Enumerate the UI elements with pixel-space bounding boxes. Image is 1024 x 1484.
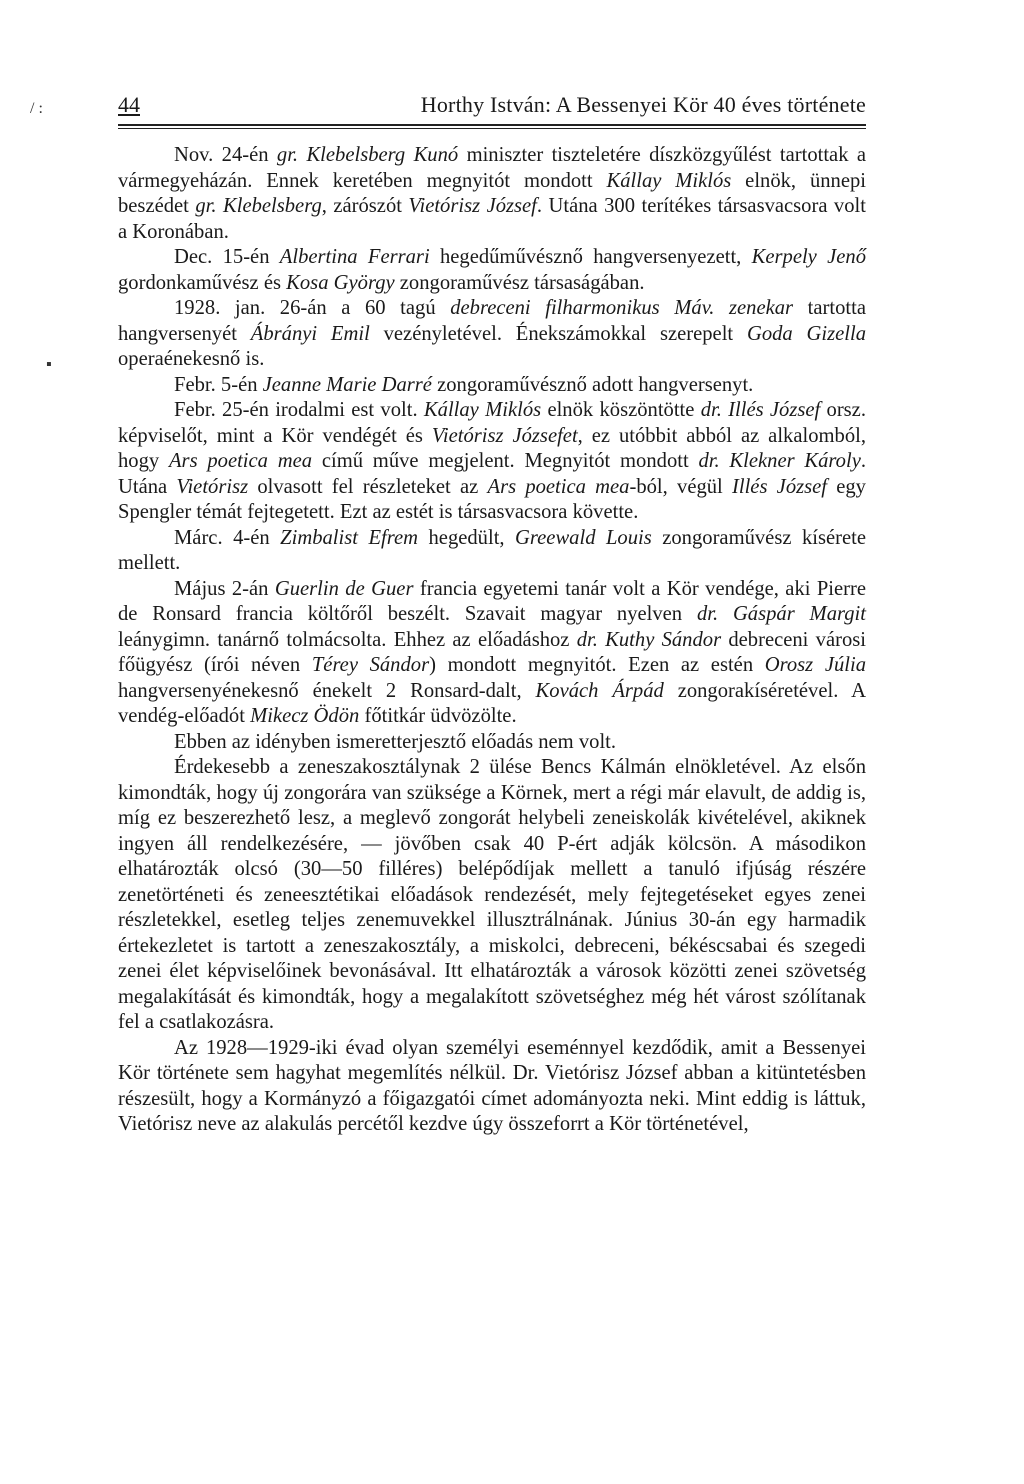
text-run: zongoraművész kísérete mellett. xyxy=(118,526,866,574)
italic-run: Kállay Miklós xyxy=(606,169,732,192)
text-run: , zárószót xyxy=(321,195,409,217)
text-run: Dec. 15-én xyxy=(174,246,280,268)
text-run: hegedűművésznő hangversenyezett, xyxy=(429,246,752,268)
text-run: olvasott fel részleteket az xyxy=(248,475,488,498)
text-run: hangversenyénekesnő énekelt 2 Ronsard-dalt, xyxy=(118,679,536,702)
italic-run: Illés József xyxy=(732,475,828,498)
italic-run: Jeanne Marie Darré xyxy=(262,373,432,396)
italic-run: Ars poetica mea xyxy=(168,450,313,472)
italic-run: gr. Klebelsberg Kunó xyxy=(276,144,459,166)
italic-run: Albertina Ferrari xyxy=(279,246,430,268)
italic-run: Kerpely Jenő xyxy=(751,246,866,268)
italic-run: Greewald Louis xyxy=(515,526,652,549)
text-run: Érdekesebb a zeneszakosztálynak 2 ülése Bencs Kálmán elnökletével. Az elsőn kimondták, hogy új zongorára van szüksége a Körnek, mert a régi már elavult, de addig is, míg ez beszerezhető lesz, a meglevő zongorát helybeli zeneiskolák kivételével, akiknek ingyen áll rendelkezésére, — jövőben csak 40 P-ért adják kölcsön. A másodikon elhatározták olcsó (30—50 filléres) belépődíjak mellett a tanuló ifjúság részére zenetörténeti és zeneesztétikai előadások rendezését, mely fejtegetéseket egyes zenei részletekkel, esetleg teljes zenemuvekkel illusztrálnának. Június 30-án egy harmadik értekezletet is tartott a zeneszakosztály, a miskolci, debreceni, békéscsabai és szegedi zenei élet képviselőinek bevonásával. Itt elhatározták a városok közötti zenei szövetség megalakítását és kimondták, hogy a megalakított szövetséghez még hét várost szólítanak fel a csatlakozásra. xyxy=(118,756,866,1033)
paragraph xyxy=(118,1036,866,1138)
text-run: Ebben az idényben ismeretterjesztő előadás nem volt. xyxy=(174,730,617,753)
text-run: orsz. képviselőt, mint a Kör vendégét és xyxy=(118,399,866,447)
text-run: főtitkár üdvözölte. xyxy=(359,705,517,727)
header-rule xyxy=(118,124,866,126)
text-run: 1928. jan. 26-án a 60 tagú xyxy=(174,297,451,319)
text-run: Az 1928—1929-iki évad olyan személyi eseménnyel kezdődik, amit a Bessenyei Kör története sem hagyhat megemlítés nélkül. Dr. Vietórisz József abban a kitüntetésben részesült, hogy a Kormányzó a főigazgatói címet adományozta neki. Mint eddig is láttuk, Vietórisz neve az alakulás percétől kezdve úgy összeforrt a Kör történetével, xyxy=(118,1036,866,1135)
text-run: ) mondott megnyitót. Ezen az estén xyxy=(429,654,765,676)
text-run: Május 2-án xyxy=(174,577,275,600)
italic-run: dr. Illés József xyxy=(700,399,821,421)
text-run: zongorakíséretével. A vendég-előadót xyxy=(118,679,866,727)
text-run: tartotta hangversenyét xyxy=(118,297,866,345)
italic-run: Goda Gizella xyxy=(746,322,867,345)
italic-run: Guerlin de Guer xyxy=(274,577,414,600)
italic-run: Kosa György xyxy=(286,271,395,294)
page-header xyxy=(118,92,866,122)
text-run: francia egyetemi tanár volt a Kör vendége, aki Pierre de Ronsard francia költőről beszélt. Szavait magyar nyelven xyxy=(118,577,867,625)
page-number: 44 xyxy=(118,92,140,117)
paragraph xyxy=(118,526,866,577)
text-run: zongoraművésznő adott hangversenyt. xyxy=(431,373,754,396)
text-run: leánygimn. tanárnő tolmácsolta. Ehhez az előadáshoz xyxy=(118,628,577,651)
text-run: elnök köszöntötte xyxy=(541,399,701,421)
text-run: gordonkaművész és xyxy=(118,271,287,294)
text-run: című műve megjelent. Megnyitót mondott xyxy=(312,450,699,472)
italic-run: Ábrányi Emil xyxy=(250,322,370,345)
margin-scan-mark: ▪ xyxy=(46,356,52,373)
text-run: Nov. 24-én xyxy=(174,144,277,166)
italic-run: Kállay Miklós xyxy=(423,399,542,421)
text-run: . Utána xyxy=(118,450,866,498)
text-run: . Utána 300 terítékes társasvacsora volt a Koronában. xyxy=(118,195,866,243)
text-run: , ez utóbbit abból az alkalomból, hogy xyxy=(118,424,866,472)
text-run: zongoraművész társaságában. xyxy=(394,271,645,294)
italic-run: Vietórisz Józsefet xyxy=(431,424,578,447)
text-run: hegedült, xyxy=(418,526,516,549)
paragraph xyxy=(118,143,866,245)
text-run: Febr. 5-én xyxy=(174,373,263,396)
italic-run: Ars poetica mea xyxy=(487,475,630,498)
paragraph xyxy=(118,296,866,373)
italic-run: Vietórisz xyxy=(176,475,249,498)
italic-run: dr. Gáspár Margit xyxy=(696,603,866,625)
text-run: Márc. 4-én xyxy=(174,526,281,549)
text-run: -ból, végül xyxy=(629,475,732,498)
text-run: vezényletével. Énekszámokkal szerepelt xyxy=(369,322,747,345)
paragraph xyxy=(118,755,866,1036)
text-run: elnök, ünnepi beszédet xyxy=(118,169,866,217)
text-run: miniszter tiszteletére díszközgyűlést tartottak a vármegyeházán. Ennek keretében megnyitót mondott xyxy=(118,144,867,192)
text-run: operaénekesnő is. xyxy=(118,348,265,370)
body-text xyxy=(118,143,866,1138)
paragraph xyxy=(118,730,866,756)
header-rule xyxy=(118,128,866,129)
text-run: debreceni városi főügyész (írói néven xyxy=(118,628,866,676)
text-run: egy Spengler témát fejtegetett. Ezt az estét is társasvacsora követte. xyxy=(118,475,866,523)
italic-run: Térey Sándor xyxy=(311,654,430,676)
italic-run: gr. Klebelsberg xyxy=(195,195,322,217)
italic-run: Vietórisz József xyxy=(408,195,537,217)
paragraph xyxy=(118,245,866,296)
italic-run: Kovách Árpád xyxy=(535,679,664,702)
italic-run: Mikecz Ödön xyxy=(250,705,360,727)
paragraph xyxy=(118,373,866,399)
italic-run: Zimbalist Efrem xyxy=(280,526,419,549)
italic-run: debreceni filharmonikus Máv. zenekar xyxy=(450,297,794,319)
running-title: Horthy István: A Bessenyei Kör 40 éves története xyxy=(420,92,866,117)
paragraph xyxy=(118,398,866,526)
italic-run: Orosz Júlia xyxy=(764,654,866,676)
margin-scan-mark: / : xyxy=(30,100,43,117)
italic-run: dr. Kuthy Sándor xyxy=(576,628,722,651)
italic-run: dr. Klekner Károly xyxy=(698,450,861,472)
paragraph xyxy=(118,577,866,730)
text-run: Febr. 25-én irodalmi est volt. xyxy=(174,399,424,421)
